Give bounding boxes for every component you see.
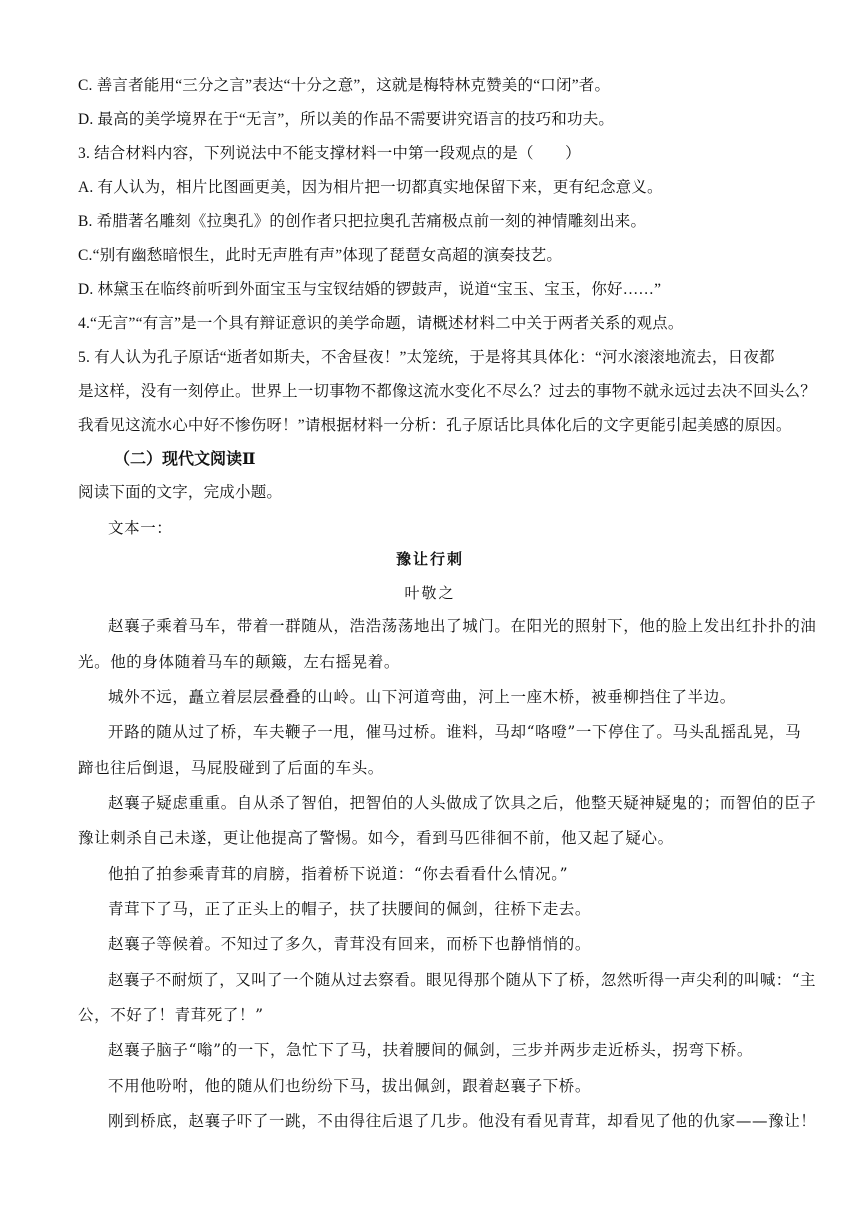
paragraph-line: 赵襄子疑虑重重。自从杀了智伯，把智伯的人头做成了饮具之后，他整天疑神疑鬼的；而智伯的臣子 — [108, 794, 817, 812]
question-5-line-3: 我看见这流水心中好不惨伤呀！”请根据材料一分析：孔子原话比具体化后的文字更能引起美感的原因。 — [78, 417, 792, 434]
question-3-stem: 3. 结合材料内容，下列说法中不能支撑材料一中第一段观点的是（ ） — [78, 145, 581, 162]
paragraph-line: 刚到桥底，赵襄子吓了一跳，不由得往后退了几步。他没有看见青茸，却看见了他的仇家——豫让！ — [108, 1112, 817, 1130]
paragraph-line: 城外不远，矗立着层层叠叠的山岭。山下河道弯曲，河上一座木桥，被垂柳挡住了半边。 — [108, 688, 736, 706]
question-3-option-b: B. 希腊著名雕刻《拉奥孔》的创作者只把拉奥孔苦痛极点前一刻的神情雕刻出来。 — [78, 213, 647, 230]
question-4: 4.“无言”“有言”是一个具有辩证意识的美学命题，请概述材料二中关于两者关系的观点。 — [78, 315, 684, 332]
reading-instruction: 阅读下面的文字，完成小题。 — [78, 484, 283, 501]
paragraph-line: 赵襄子等候着。不知过了多久，青茸没有回来，而桥下也静悄悄的。 — [108, 935, 592, 953]
question-3-option-c: C.“别有幽愁暗恨生，此时无声胜有声”体现了琵琶女高超的演奏技艺。 — [78, 247, 563, 264]
paragraph-line: 赵襄子乘着马车，带着一群随从，浩浩荡荡地出了城门。在阳光的照射下，他的脸上发出红扑扑的油 — [108, 617, 817, 635]
paragraph-line: 赵襄子不耐烦了，又叫了一个随从过去察看。眼见得那个随从下了桥，忽然听得一声尖利的叫喊：“主 — [108, 971, 816, 989]
paragraph-line: 蹄也往后倒退，马屁股碰到了后面的车头。 — [78, 759, 384, 777]
question-3-option-d: D. 林黛玉在临终前听到外面宝玉与宝钗结婚的锣鼓声，说道“宝玉、宝玉，你好……” — [78, 281, 662, 298]
paragraph-line: 青茸下了马，正了正头上的帽子，扶了扶腰间的佩剑，往桥下走去。 — [108, 900, 592, 918]
section-heading: （二）现代文阅读Ⅱ — [114, 451, 256, 468]
paragraph-line: 他拍了拍参乘青茸的肩膀，指着桥下说道：“你去看看什么情况。” — [108, 865, 569, 883]
question-5-line-1: 5. 有人认为孔子原话“逝者如斯夫，不舍昼夜！”太笼统，于是将其具体化：“河水滚滚地流去，日夜都 — [78, 349, 775, 366]
paragraph-line: 赵襄子脑子“嗡”的一下，急忙下了马，扶着腰间的佩剑，三步并两步走近桥头，拐弯下桥。 — [108, 1041, 753, 1059]
paragraph-line: 光。他的身体随着马车的颠簸，左右摇晃着。 — [78, 653, 401, 671]
paragraph-line: 不用他吩咐，他的随从们也纷纷下马，拔出佩剑，跟着赵襄子下桥。 — [108, 1077, 592, 1095]
text-label: 文本一： — [108, 519, 173, 537]
paragraph-line: 开路的随从过了桥，车夫鞭子一甩，催马过桥。谁料，马却“咯噔”一下停住了。马头乱摇乱晃，马 — [108, 723, 802, 741]
question-5-line-2: 是这样，没有一刻停止。世界上一切事物不都像这流水变化不尽么？过去的事物不就永远过去决不回头么？ — [78, 383, 816, 400]
option-c-line: C. 善言者能用“三分之言”表达“十分之意”，这就是梅特林克赞美的“口闭”者。 — [78, 77, 611, 94]
question-3-option-a: A. 有人认为，相片比图画更美，因为相片把一切都真实地保留下来，更有纪念意义。 — [78, 179, 663, 196]
paragraph-line: 公，不好了！青茸死了！” — [78, 1006, 264, 1024]
story-author: 叶敬之 — [404, 584, 456, 602]
story-title: 豫让行刺 — [395, 550, 464, 568]
paragraph-line: 豫让刺杀自己未遂，更让他提高了警惕。如今，看到马匹徘徊不前，他又起了疑心。 — [78, 829, 674, 847]
option-d-line: D. 最高的美学境界在于“无言”，所以美的作品不需要讲究语言的技巧和功夫。 — [78, 111, 615, 128]
